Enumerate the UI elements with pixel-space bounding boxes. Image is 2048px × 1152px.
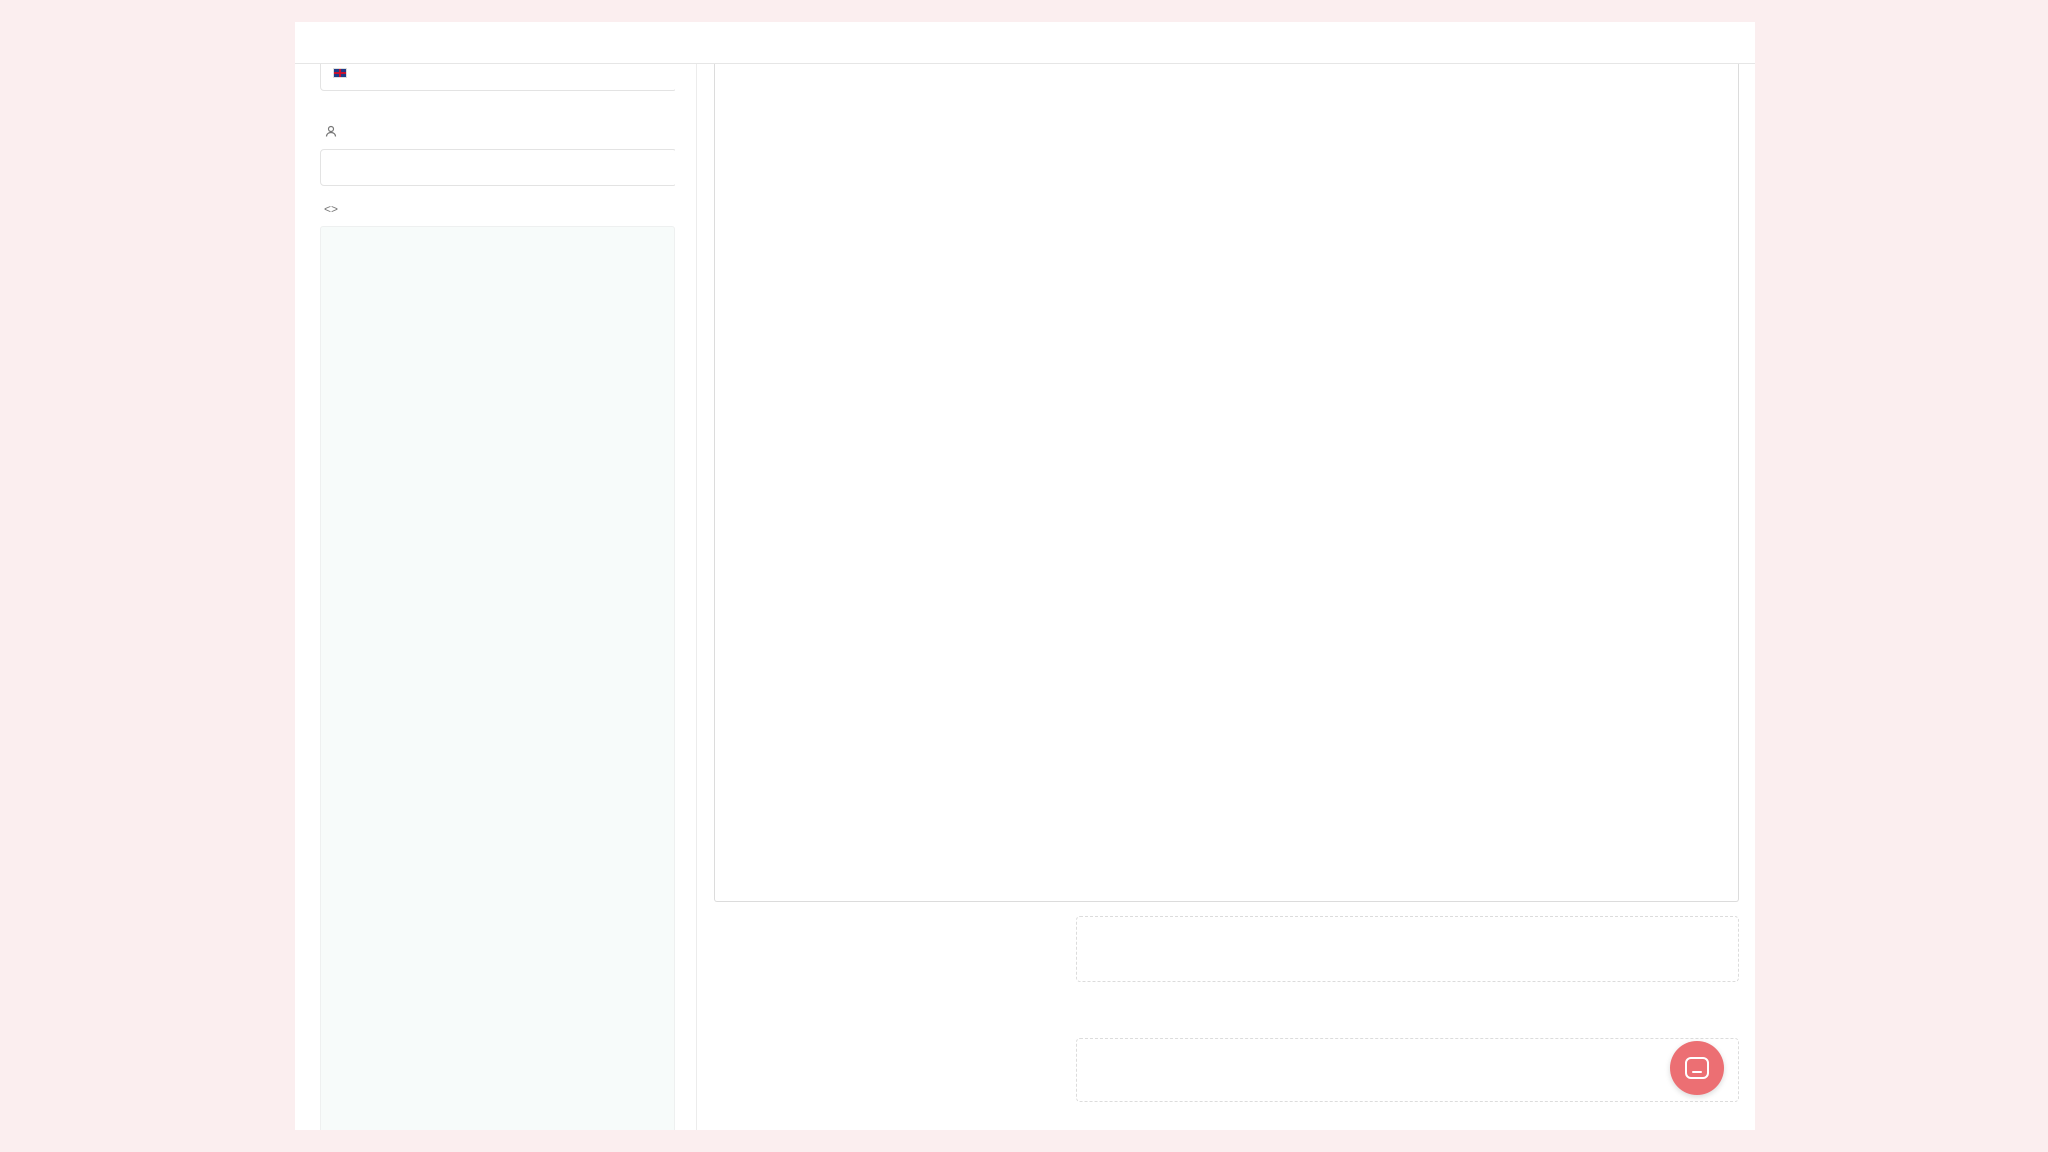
column-divider	[696, 64, 697, 1130]
template-footer-dropzone[interactable]	[1076, 1038, 1739, 1102]
variables-list	[320, 226, 675, 1130]
letter-editor[interactable]	[714, 64, 1739, 902]
code-icon: <>	[324, 202, 339, 216]
user-icon	[324, 125, 338, 140]
template-header-dropzone[interactable]	[1076, 916, 1739, 982]
chat-icon	[1685, 1057, 1709, 1079]
app-window	[295, 22, 1755, 1130]
left-panel	[320, 64, 675, 1130]
tab-bar	[295, 22, 1755, 64]
employee-select[interactable]	[320, 149, 675, 186]
uk-flag-icon	[333, 68, 347, 78]
variables-label	[324, 202, 344, 216]
chat-launcher-button[interactable]	[1670, 1041, 1724, 1095]
language-select[interactable]	[320, 64, 675, 91]
employee-label	[324, 125, 344, 140]
